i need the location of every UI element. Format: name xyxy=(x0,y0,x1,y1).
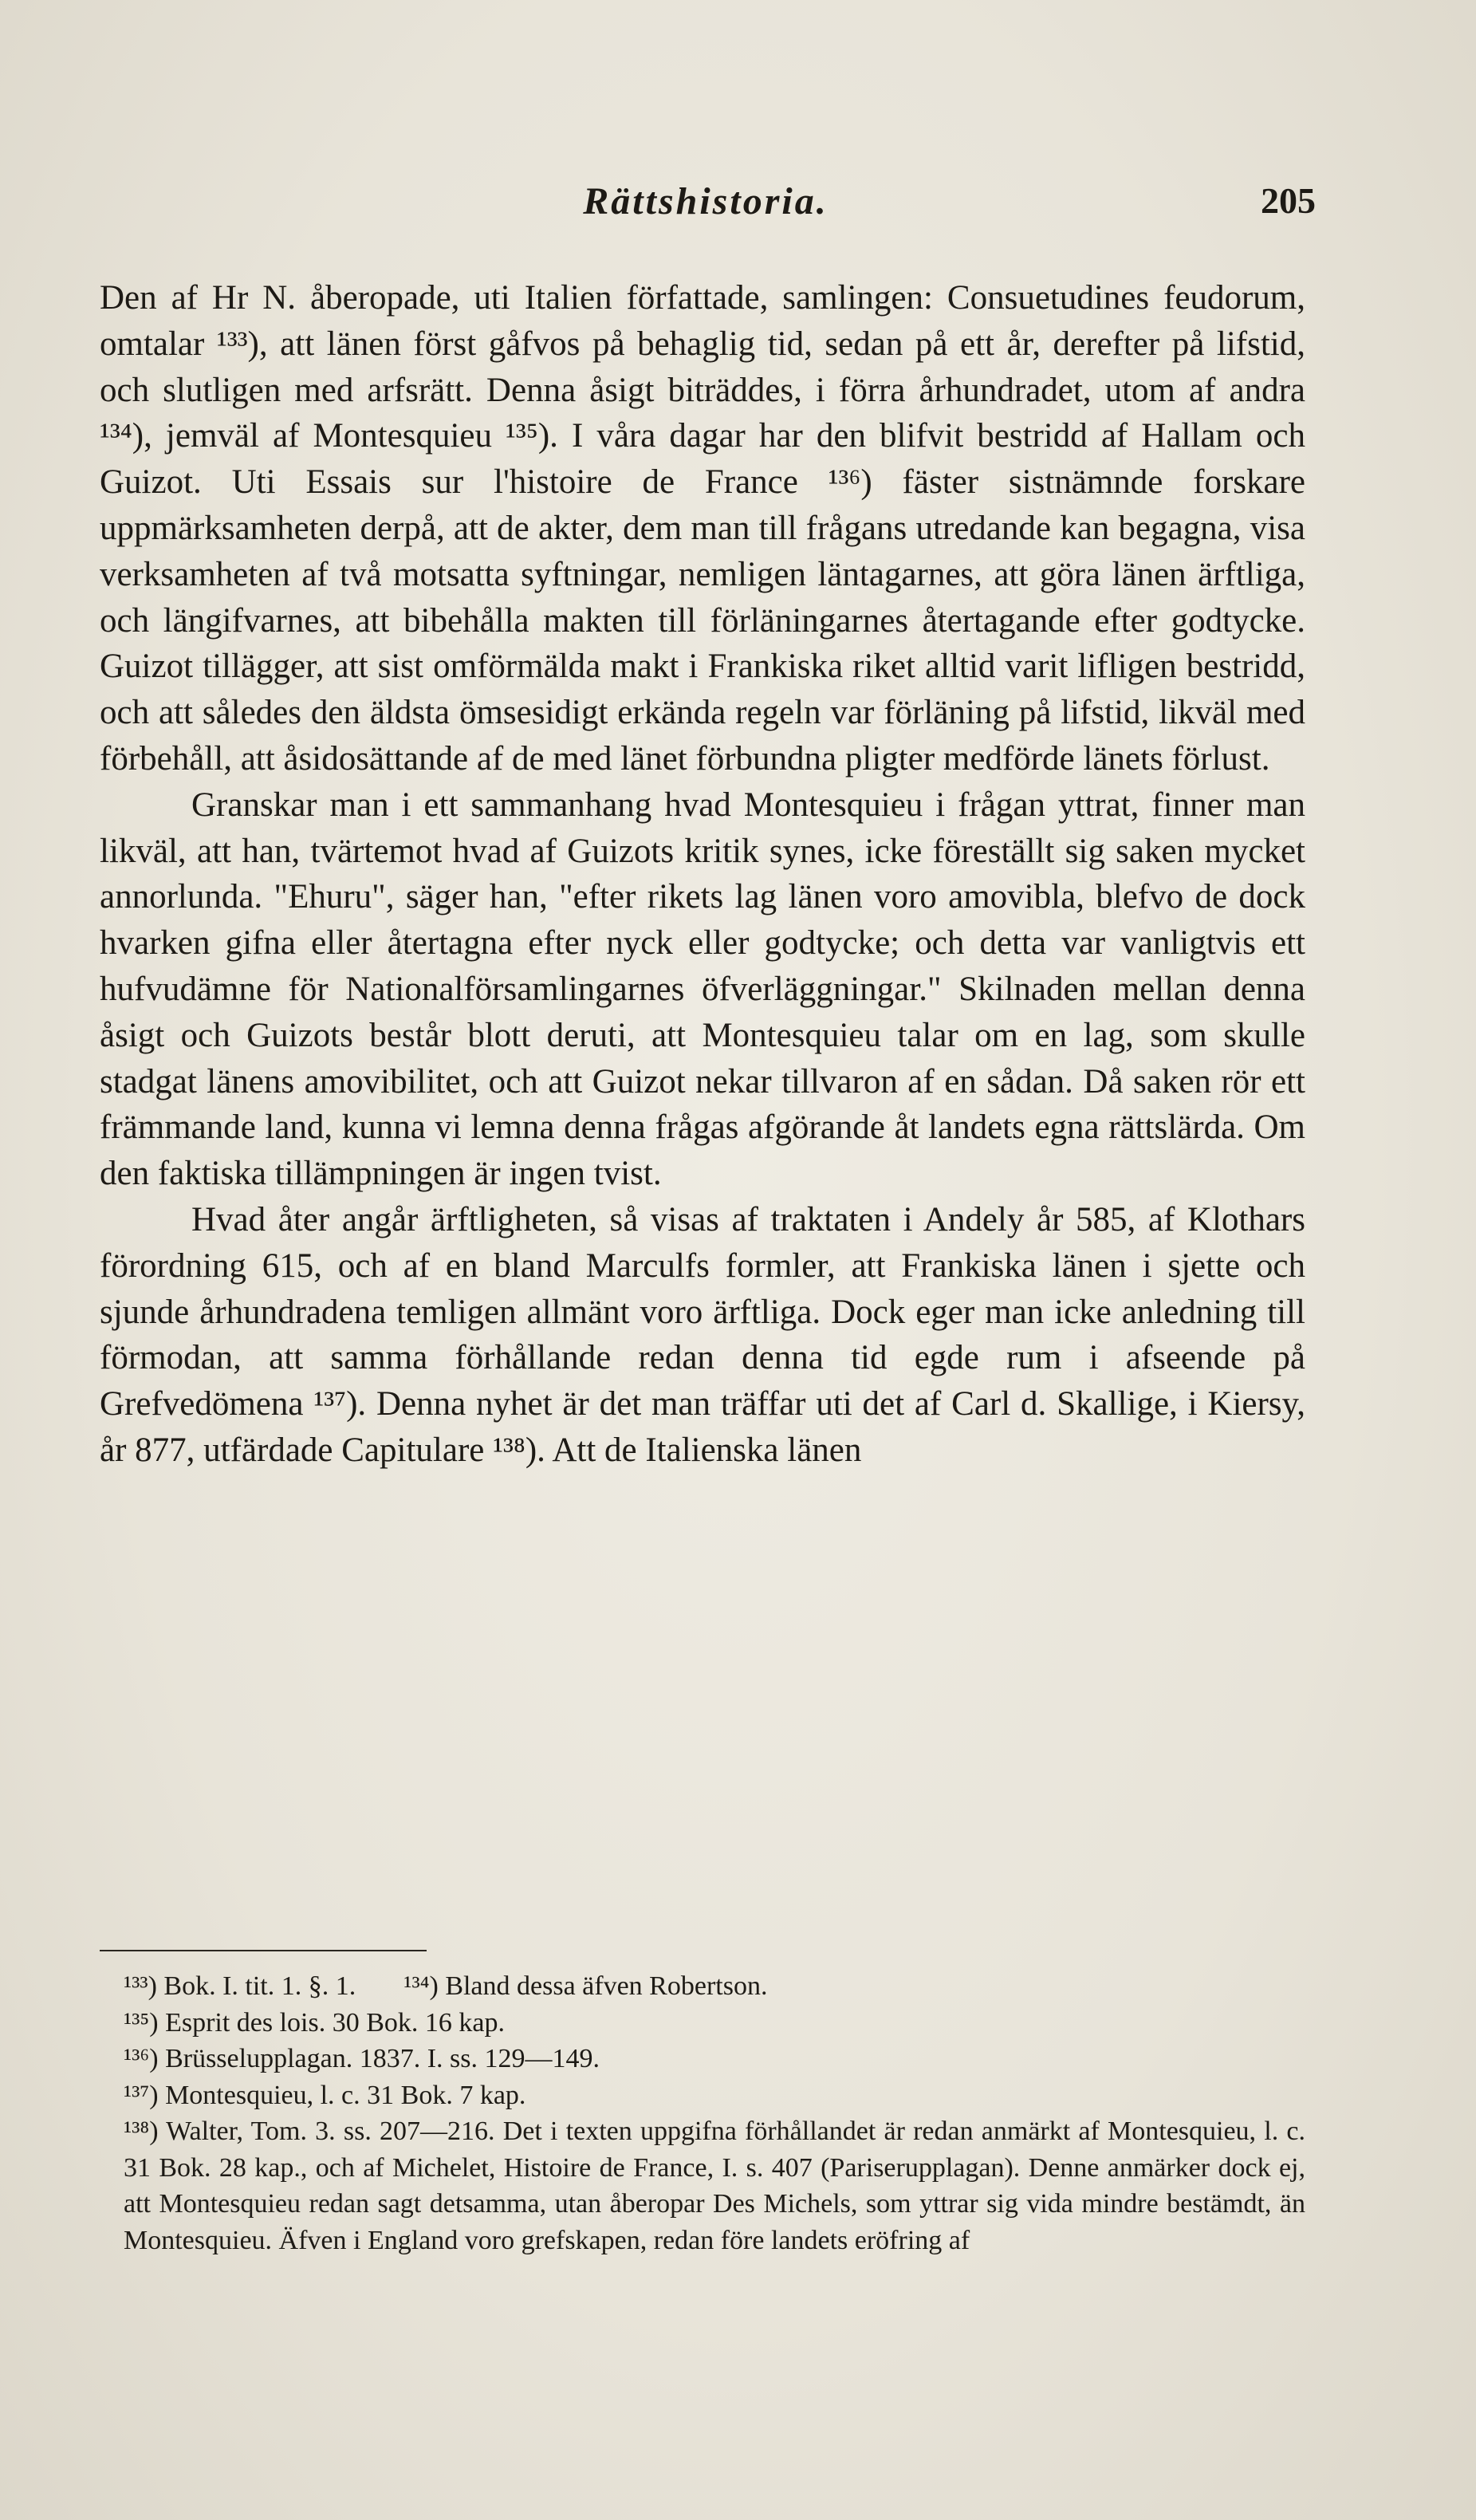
running-title: Rättshistoria. xyxy=(583,180,829,222)
footnotes xyxy=(100,1968,1305,2258)
footnote-138: ¹³⁸) Walter, Tom. 3. ss. 207—216. Det i texten uppgifna förhållandet är redan anmärkt af Montesquieu, l. c. 31 Bok. 28 kap., och af Michelet, Histoire de France, I. s. 407 (Pariserupplagan). Denne anmärker dock ej, att Montesquieu redan sagt detsamma, utan åberopar Des Michels, som yttrar sig vida mindre bestämdt, än Montesquieu. Äfven i England voro grefskapen, redan före landets eröfring af xyxy=(124,2116,1305,2255)
footnote-row xyxy=(100,1968,1305,2005)
footnote-135: ¹³⁵) Esprit des lois. 30 Bok. 16 kap. xyxy=(124,2007,505,2038)
page-number: 205 xyxy=(1261,180,1316,221)
paragraph-3: Hvad åter angår ärftligheten, så visas af traktaten i Andely år 585, af Klothars förordning 615, och af en bland Marculfs formler, att Frankiska länen i sjette och sjunde århundradena temligen allmänt voro ärftliga. Dock eger man icke anledning till förmodan, att samma förhållande redan denna tid egde rum i afseende på Grefvedömena ¹³⁷). Denna nyhet är det man träffar uti det af Carl d. Skallige, i Kiersy, år 877, utfärdade Capitulare ¹³⁸). Att de Italienska länen xyxy=(100,1200,1305,1469)
footnote-rule xyxy=(100,1950,427,1951)
footnote-137: ¹³⁷) Montesquieu, l. c. 31 Bok. 7 kap. xyxy=(124,2080,526,2110)
paragraph-2: Granskar man i ett sammanhang hvad Montesquieu i frågan yttrat, finner man likväl, att han, tvärtemot hvad af Guizots kritik synes, icke föreställt sig saken mycket annorlunda. "Ehuru", säger han, "efter rikets lag länen voro amovibla, blefvo de dock hvarken gifna eller återtagna efter nyck eller godtycke; och detta var vanligtvis ett hufvudämne för Nationalförsamlingarnes öfverläggningar." Skilnaden mellan denna åsigt och Guizots består blott deruti, att Montesquieu talar om en lag, som skulle stadgat länens amovibilitet, och att Guizot nekar tillvaron af en sådan. Då saken rör ett främmande land, kunna vi lemna denna frågas afgörande åt landets egna rättslärda. Om den faktiska tillämpningen är ingen tvist. xyxy=(100,786,1305,1193)
footnote-133: ¹³³) Bok. I. tit. 1. §. 1. xyxy=(124,1971,356,2001)
page-header xyxy=(96,179,1316,243)
footnote-136: ¹³⁶) Brüsselupplagan. 1837. I. ss. 129—149. xyxy=(124,2044,600,2073)
main-text xyxy=(100,275,1305,1474)
paragraph-1: Den af Hr N. åberopade, uti Italien författade, samlingen: Consuetudines feudorum, omtalar ¹³³), att länen först gåfvos på behaglig tid, sedan på ett år, derefter på lifstid, och slutligen med arfsrätt. Denna åsigt biträddes, i förra århundradet, utom af andra ¹³⁴), jemväl af Montesquieu ¹³⁵). I våra dagar har den blifvit bestridd af Hallam och Guizot. Uti Essais sur l'histoire de France ¹³⁶) fäster sistnämnde forskare uppmärksamheten derpå, att de akter, dem man till frågans utredande kan begagna, visa verksamheten af två motsatta syftningar, nemligen läntagarnes, att göra länen ärftliga, och längifvarnes, att bibehålla makten till förläningarnes återtagande efter godtycke. Guizot tillägger, att sist omförmälda makt i Frankiska riket alltid varit lifligen bestridd, och att således den äldsta ömsesidigt erkända regeln var förläning på lifstid, likväl med förbehåll, att åsidosättande af de med länet förbundna pligter medförde länets förlust. xyxy=(100,279,1305,778)
footnote-134: ¹³⁴) Bland dessa äfven Robertson. xyxy=(403,1971,768,2001)
